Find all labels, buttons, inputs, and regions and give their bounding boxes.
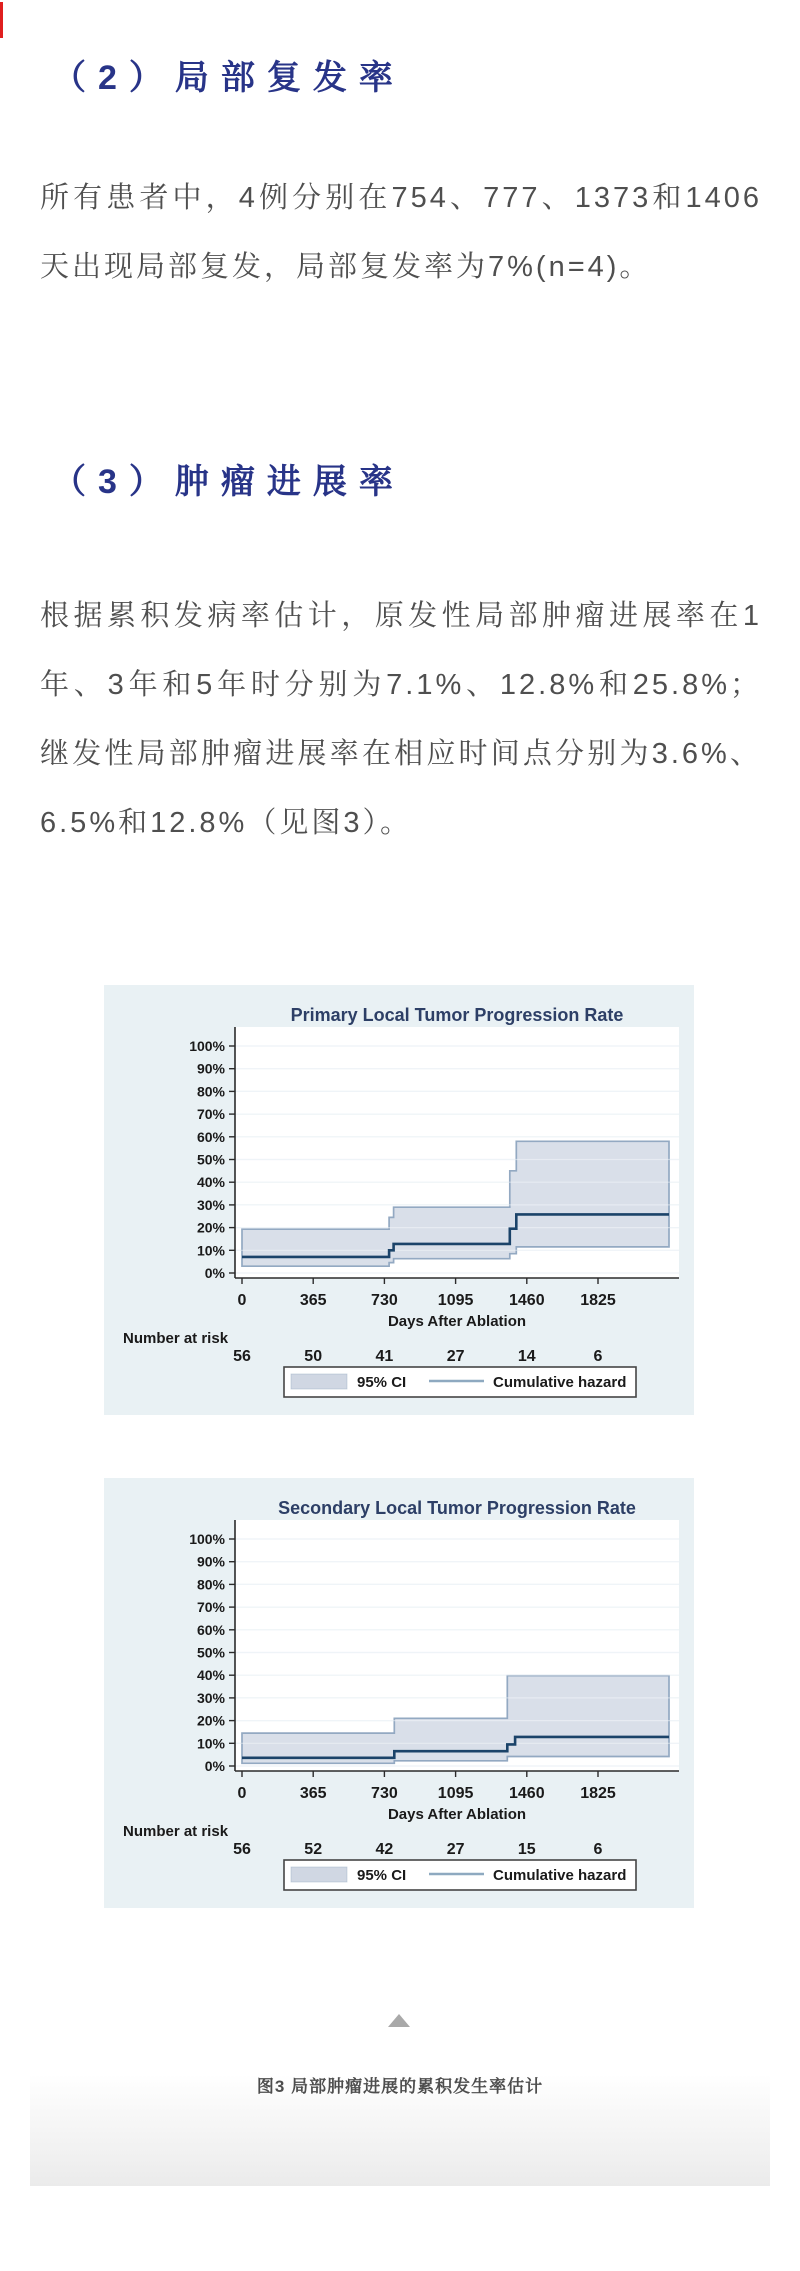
svg-text:0: 0 xyxy=(237,1292,247,1309)
svg-text:56: 56 xyxy=(233,1841,251,1858)
section-heading-local-recurrence: （2）局部复发率 xyxy=(52,59,405,97)
figure-caption: 图3 局部肿瘤进展的累积发生率估计 xyxy=(256,2077,544,2096)
svg-text:27: 27 xyxy=(446,1348,465,1365)
svg-text:60%: 60% xyxy=(196,1621,225,1638)
svg-text:14: 14 xyxy=(517,1348,536,1365)
svg-text:41: 41 xyxy=(375,1348,394,1365)
svg-text:50: 50 xyxy=(304,1348,323,1365)
svg-text:80%: 80% xyxy=(196,1576,225,1593)
svg-text:10%: 10% xyxy=(196,1242,225,1259)
svg-text:1460: 1460 xyxy=(509,1292,545,1309)
svg-text:Cumulative hazard: Cumulative hazard xyxy=(493,1374,627,1391)
scroll-position-marker xyxy=(0,2,3,38)
paragraph-local-recurrence: 所有患者中，4例分别在754、777、1373和1406天出现局部复发，局部复发率为7%(n=4)。 xyxy=(40,182,762,283)
svg-text:27: 27 xyxy=(446,1841,465,1858)
paragraph-tumor-progression: 根据累积发病率估计，原发性局部肿瘤进展率在1年、3年和5年时分别为7.1%、12.8%和25.8%；继发性局部肿瘤进展率在相应时间点分别为3.6%、6.5%和12.8%（见图3）。 xyxy=(40,600,762,839)
section-heading-tumor-progression: （3）肿瘤进展率 xyxy=(52,463,405,501)
chart-primary-progression xyxy=(104,985,694,1415)
svg-text:52: 52 xyxy=(304,1841,323,1858)
svg-text:730: 730 xyxy=(371,1292,398,1309)
svg-text:1460: 1460 xyxy=(509,1785,545,1802)
svg-text:70%: 70% xyxy=(196,1599,225,1616)
svg-text:95% CI: 95% CI xyxy=(357,1374,407,1391)
svg-text:365: 365 xyxy=(299,1785,327,1802)
svg-text:40%: 40% xyxy=(196,1174,225,1191)
triangle-up-icon[interactable] xyxy=(388,2014,410,2027)
chart-secondary-progression-svg xyxy=(104,1478,694,1908)
svg-text:95% CI: 95% CI xyxy=(357,1867,407,1884)
svg-text:100%: 100% xyxy=(189,1038,225,1054)
svg-text:Primary Local Tumor Progressio: Primary Local Tumor Progression Rate xyxy=(290,1005,624,1025)
svg-text:730: 730 xyxy=(371,1785,398,1802)
svg-text:Days After Ablation: Days After Ablation xyxy=(387,1806,527,1823)
svg-text:42: 42 xyxy=(375,1841,394,1858)
svg-text:15: 15 xyxy=(517,1841,536,1858)
svg-text:10%: 10% xyxy=(196,1735,225,1752)
svg-text:20%: 20% xyxy=(196,1712,225,1729)
svg-text:6: 6 xyxy=(593,1841,603,1858)
svg-text:30%: 30% xyxy=(196,1196,225,1213)
svg-text:20%: 20% xyxy=(196,1219,225,1236)
svg-text:30%: 30% xyxy=(196,1689,225,1706)
svg-text:0%: 0% xyxy=(204,1758,225,1774)
svg-text:Number at risk: Number at risk xyxy=(123,1330,229,1347)
svg-text:1825: 1825 xyxy=(580,1292,616,1309)
svg-text:50%: 50% xyxy=(196,1151,225,1168)
svg-text:1095: 1095 xyxy=(437,1785,474,1802)
svg-text:50%: 50% xyxy=(196,1644,225,1661)
svg-text:60%: 60% xyxy=(196,1128,225,1145)
svg-text:0: 0 xyxy=(237,1785,247,1802)
chart-secondary-progression xyxy=(104,1478,694,1908)
svg-text:90%: 90% xyxy=(196,1553,225,1570)
svg-text:56: 56 xyxy=(233,1348,251,1365)
svg-text:Secondary Local Tumor Progress: Secondary Local Tumor Progression Rate xyxy=(278,1498,636,1518)
svg-text:80%: 80% xyxy=(196,1083,225,1100)
svg-text:Number at risk: Number at risk xyxy=(123,1823,229,1840)
svg-text:1095: 1095 xyxy=(437,1292,474,1309)
chart-primary-progression-svg xyxy=(104,985,694,1415)
svg-text:70%: 70% xyxy=(196,1106,225,1123)
svg-text:0%: 0% xyxy=(204,1265,225,1281)
svg-text:365: 365 xyxy=(299,1292,327,1309)
svg-text:40%: 40% xyxy=(196,1667,225,1684)
svg-text:6: 6 xyxy=(593,1348,603,1365)
svg-text:100%: 100% xyxy=(189,1531,225,1547)
svg-text:90%: 90% xyxy=(196,1060,225,1077)
svg-text:1825: 1825 xyxy=(580,1785,616,1802)
svg-text:Cumulative hazard: Cumulative hazard xyxy=(493,1867,627,1884)
svg-text:Days After Ablation: Days After Ablation xyxy=(387,1313,527,1330)
